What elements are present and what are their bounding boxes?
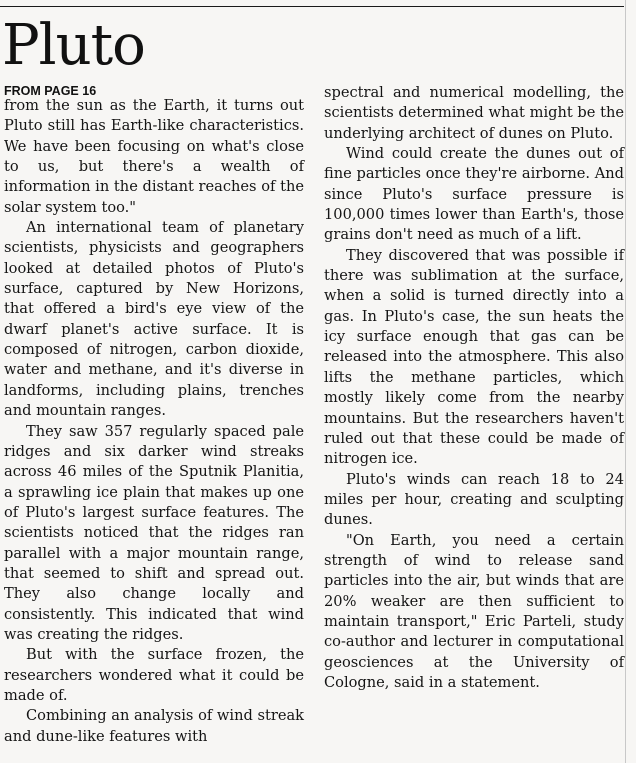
- jump-label: FROM PAGE 16: [4, 84, 97, 98]
- paragraph: But with the surface frozen, the researchers wondered what it could be made of.: [4, 646, 304, 704]
- column-edge-rule: [625, 0, 626, 763]
- paragraph: spectral and numerical modelling, the scientists determined what might be the underlying architect of dunes on Pluto.: [324, 84, 624, 142]
- right-column: [324, 83, 624, 693]
- paragraph: They saw 357 regularly spaced pale ridges and six darker wind streaks across 46 miles of the Sputnik Planitia, a sprawling ice plain that makes up one of Pluto's largest surface features. The scientists noticed that the ridges ran parallel with a major mountain range, that seemed to shift and spread out. They also change locally and consistently. This indicated that wind was creating the ridges.: [4, 422, 304, 643]
- top-rule: [0, 6, 624, 7]
- left-column: [4, 96, 304, 747]
- headline: Pluto: [2, 13, 145, 78]
- paragraph: An international team of planetary scientists, physicists and geographers looked at detailed photos of Pluto's surface, captured by New Horizons, that offered a bird's eye view of the dwarf planet's active surface. It is composed of nitrogen, carbon dioxide, water and methane, and it's diverse in landforms, including plains, trenches and mountain ranges.: [4, 219, 304, 420]
- paragraph: from the sun as the Earth, it turns out Pluto still has Earth-like characteristics. We have been focusing on what's close to us, but there's a wealth of information in the distant reaches of the solar system too.": [4, 97, 304, 216]
- paragraph: Pluto's winds can reach 18 to 24 miles per hour, creating and sculpting dunes.: [324, 470, 624, 529]
- paragraph: Combining an analysis of wind streak and dune-like features with: [4, 707, 304, 745]
- paragraph: Wind could create the dunes out of fine particles once they're airborne. And since Pluto's surface pressure is 100,000 times lower than Earth's, those grains don't need as much of a lift.: [324, 145, 624, 244]
- paragraph: They discovered that was possible if there was sublimation at the surface, when a solid is turned directly into a gas. In Pluto's case, the sun heats the icy surface enough that gas can be released into the atmosphere. This also lifts the methane particles, which mostly likely come from the nearby mountains. But the researchers haven't ruled out that these could be made of nitrogen ice.: [324, 246, 624, 468]
- paragraph: "On Earth, you need a certain strength of wind to release sand particles into the air, but winds that are 20% weaker are then sufficient to maintain transport," Eric Parteli, study co-author and lecturer in computational geosciences at the University of Cologne, said in a statement.: [324, 531, 624, 691]
